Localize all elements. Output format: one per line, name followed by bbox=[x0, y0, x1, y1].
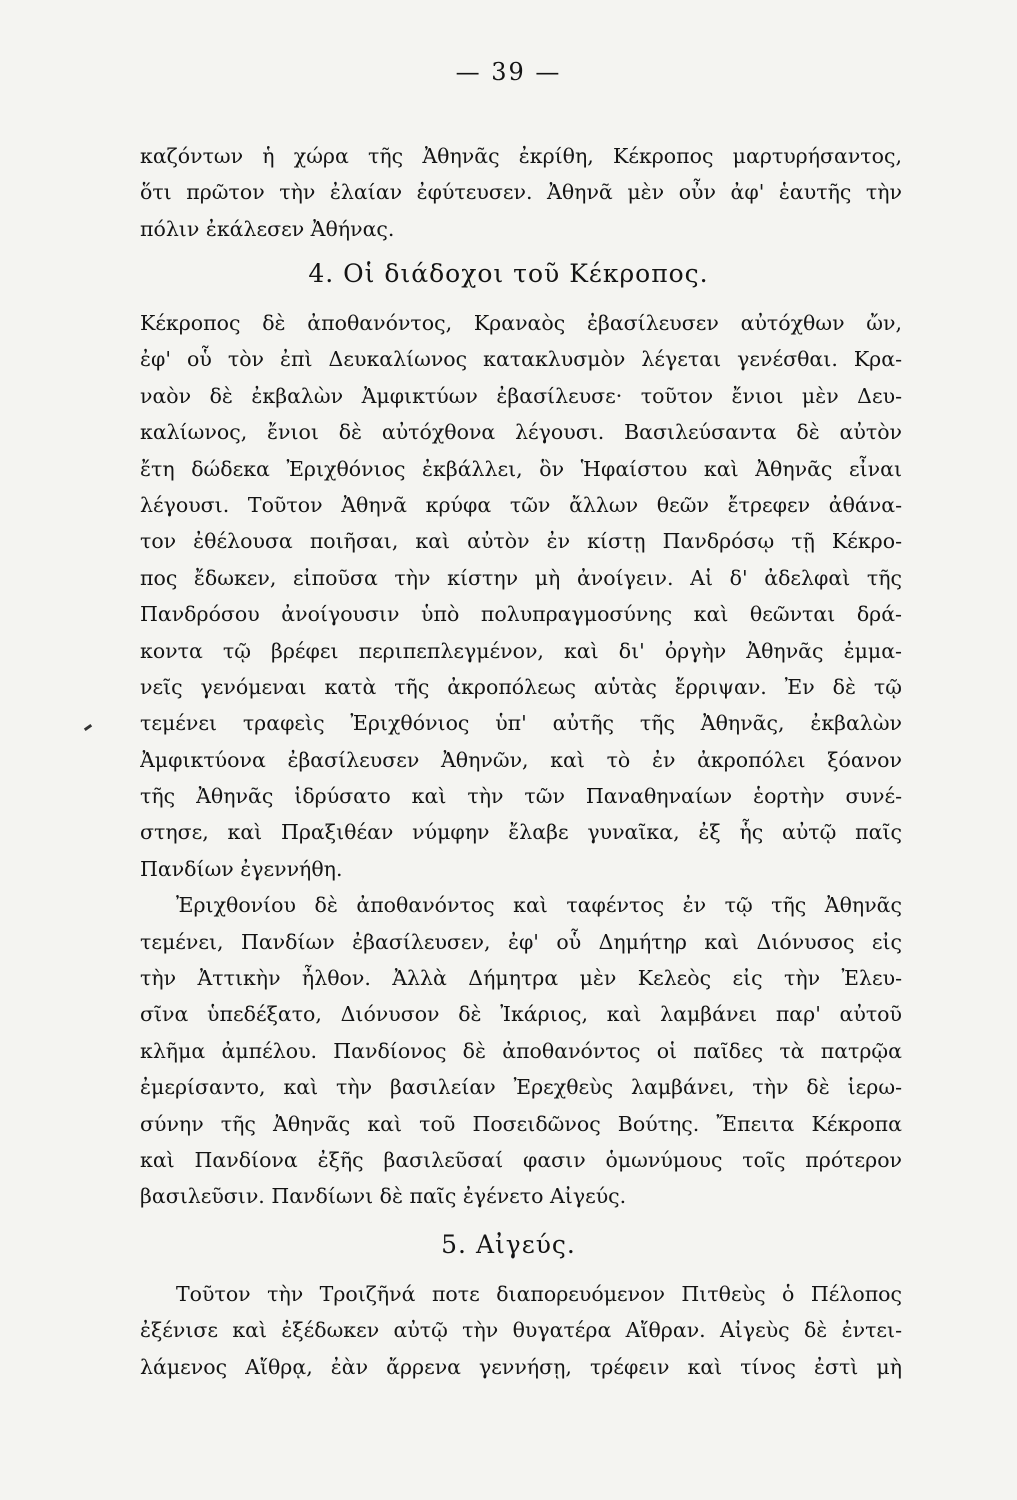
text-line: νεῖς γενόμεναι κατὰ τῆς ἀκροπόλεως αὑτὰς ἔρριψαν. Ἐν δὲ τῷ bbox=[140, 674, 902, 699]
text-line: ναὸν δὲ ἐκβαλὼν Ἀμφικτύων ἐβασίλευσε· τοῦτον ἔνιοι μὲν Δευ- bbox=[140, 383, 902, 408]
text-line: Ἐριχθονίου δὲ ἀποθανόντος καὶ ταφέντος ἐν τῷ τῆς Ἀθηνᾶς bbox=[176, 893, 902, 918]
section-4-text bbox=[140, 305, 902, 1215]
text-line: ὅτι πρῶτον τὴν ἐλαίαν ἐφύτευσεν. Ἀθηνᾶ μὲν οὖν ἀφ' ἑαυτῆς τὴν bbox=[140, 180, 902, 205]
text-line: τὴν Ἀττικὴν ἦλθον. Ἀλλὰ Δήμητρα μὲν Κελεὸς εἰς τὴν Ἐλευ- bbox=[140, 966, 902, 991]
text-line: πος ἔδωκεν, εἰποῦσα τὴν κίστην μὴ ἀνοίγειν. Αἱ δ' ἀδελφαὶ τῆς bbox=[140, 565, 902, 590]
text-line: καλίωνος, ἔνιοι δὲ αὐτόχθονα λέγουσι. Βασιλεύσαντα δὲ αὐτὸν bbox=[140, 420, 902, 445]
text-line: τον ἐθέλουσα ποιῆσαι, καὶ αὐτὸν ἐν κίστῃ Πανδρόσῳ τῇ Κέκρο- bbox=[140, 529, 902, 554]
text-line: πόλιν ἐκάλεσεν Ἀθήνας. bbox=[140, 216, 395, 241]
ink-mark bbox=[84, 724, 92, 731]
text-line: τεμένει τραφεὶς Ἐριχθόνιος ὑπ' αὐτῆς τῆς Ἀθηνᾶς, ἐκβαλὼν bbox=[140, 711, 902, 736]
text-line: κλῆμα ἀμπέλου. Πανδίονος δὲ ἀποθανόντος οἱ παῖδες τὰ πατρῷα bbox=[140, 1038, 902, 1063]
text-line: Πανδρόσου ἀνοίγουσιν ὑπὸ πολυπραγμοσύνης καὶ θεῶνται δρά- bbox=[140, 602, 902, 627]
text-line: Πανδίων ἐγεννήθη. bbox=[140, 856, 343, 881]
paragraph-continuation bbox=[140, 138, 902, 247]
text-line: ἔτη δώδεκα Ἐριχθόνιος ἐκβάλλει, ὃν Ἡφαίστου καὶ Ἀθηνᾶς εἶναι bbox=[140, 456, 902, 481]
text-line: ἐμερίσαντο, καὶ τὴν βασιλείαν Ἐρεχθεὺς λαμβάνει, τὴν δὲ ἱερω- bbox=[140, 1075, 902, 1100]
text-line: Ἀμφικτύονα ἐβασίλευσεν Ἀθηνῶν, καὶ τὸ ἐν ἀκροπόλει ξόανον bbox=[140, 747, 902, 772]
text-line: ἐξένισε καὶ ἐξέδωκεν αὐτῷ τὴν θυγατέρα Αἴθραν. Αἰγεὺς δὲ ἐντει- bbox=[140, 1318, 902, 1343]
text-line: σύνην τῆς Ἀθηνᾶς καὶ τοῦ Ποσειδῶνος Βούτης. Ἔπειτα Κέκροπα bbox=[140, 1111, 902, 1136]
page-number: — 39 — bbox=[455, 58, 562, 86]
text-line: Κέκροπος δὲ ἀποθανόντος, Κραναὸς ἐβασίλευσεν αὐτόχθων ὤν, bbox=[140, 311, 902, 335]
section-heading-5: 5. Αἰγεύς. bbox=[441, 1230, 576, 1259]
text-line: κοντα τῷ βρέφει περιπεπλεγμένον, καὶ δι' ὀργὴν Ἀθηνᾶς ἐμμα- bbox=[140, 638, 902, 663]
text-line: καὶ Πανδίονα ἐξῆς βασιλεῦσαί φασιν ὁμωνύμους τοῖς πρότερον bbox=[140, 1147, 902, 1172]
text-line: λάμενος Αἴθρᾳ, ἐὰν ἄρρενα γεννήσῃ, τρέφειν καὶ τίνος ἐστὶ μὴ bbox=[140, 1354, 902, 1379]
text-line: καζόντων ἡ χώρα τῆς Ἀθηνᾶς ἐκρίθη, Κέκροπος μαρτυρήσαντος, bbox=[140, 144, 902, 168]
section-heading-4: 4. Οἱ διάδοχοι τοῦ Κέκροπος. bbox=[308, 259, 709, 288]
text-line: τεμένει, Πανδίων ἐβασίλευσεν, ἐφ' οὗ Δημήτηρ καὶ Διόνυσος εἰς bbox=[140, 929, 902, 954]
text-line: Τοῦτον τὴν Τροιζῆνά ποτε διαπορευόμενον Πιτθεὺς ὁ Πέλοπος bbox=[176, 1282, 902, 1306]
text-line: τῆς Ἀθηνᾶς ἱδρύσατο καὶ τὴν τῶν Παναθηναίων ἑορτὴν συνέ- bbox=[140, 784, 902, 809]
text-line: στησε, καὶ Πραξιθέαν νύμφην ἔλαβε γυναῖκα, ἐξ ἧς αὐτῷ παῖς bbox=[140, 820, 902, 845]
text-line: βασιλεῦσιν. Πανδίωνι δὲ παῖς ἐγένετο Αἰγεύς. bbox=[140, 1184, 627, 1209]
section-5-text bbox=[140, 1276, 902, 1385]
text-line: σῖνα ὑπεδέξατο, Διόνυσον δὲ Ἰκάριος, καὶ λαμβάνει παρ' αὐτοῦ bbox=[140, 1002, 902, 1027]
text-line: λέγουσι. Τοῦτον Ἀθηνᾶ κρύφα τῶν ἄλλων θεῶν ἔτρεφεν ἀθάνα- bbox=[140, 492, 902, 517]
text-line: ἐφ' οὗ τὸν ἐπὶ Δευκαλίωνος κατακλυσμὸν λέγεται γενέσθαι. Κρα- bbox=[140, 347, 902, 372]
